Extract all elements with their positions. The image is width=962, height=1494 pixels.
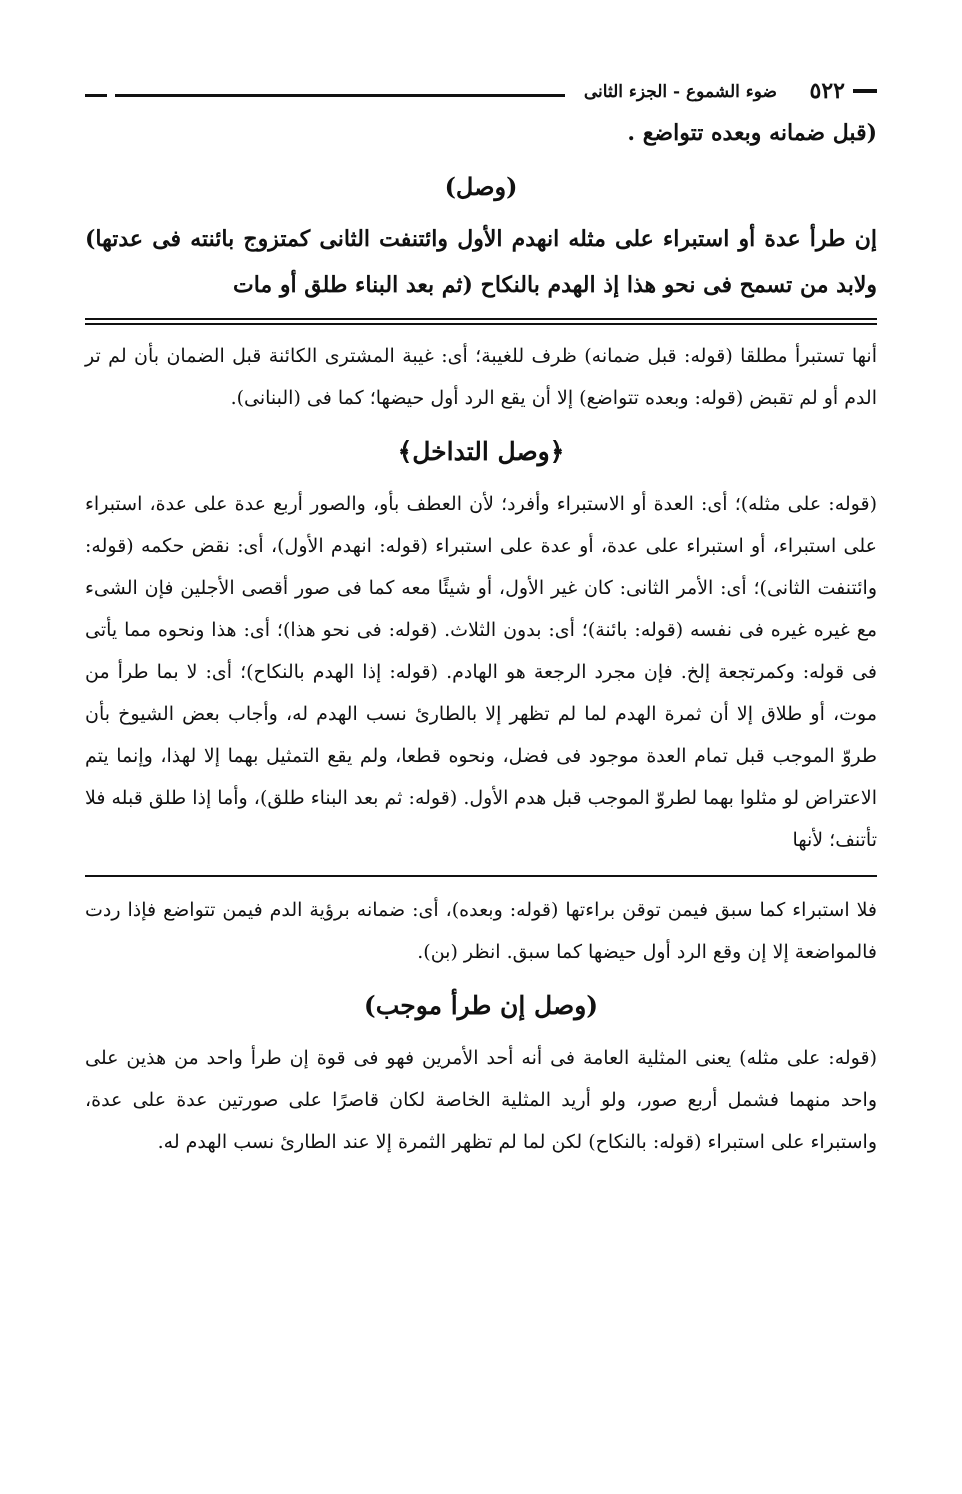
commentary-paragraph: أنها تستبرأ مطلقا (قوله: قبل ضمانه) ظرف للغيبة؛ أى: غيبة المشترى الكائنة قبل الضمان بأن لم تر الدم أو لم تقبض (قوله: وبعده تتواضع) إلا أن يقع الرد أول حيضها؛ كما فى (البنانى). — [85, 345, 877, 409]
book-page — [85, 70, 877, 1163]
footnote-paragraph: فلا استبراء كما سبق فيمن توقن براءتها (قوله: وبعده)، أى: ضمانه برؤية الدم فيمن تتواضع فإذا ردت فالمواضعة إلا إن وقع الرد أول حيضها كما سبق. انظر (بن). — [85, 899, 877, 963]
commentary — [85, 335, 877, 861]
running-header — [85, 70, 877, 110]
header-rule-tail — [85, 94, 107, 97]
running-title: ضوء الشموع - الجزء الثانى — [583, 82, 777, 102]
main-text-separator — [85, 318, 877, 325]
main-text — [85, 110, 877, 308]
main-section-title: (وصل) — [444, 172, 518, 201]
footnote-area — [85, 889, 877, 1163]
main-text-opening: (قبل ضمانه وبعده تتواضع . — [627, 120, 877, 146]
main-text-paragraph: إن طرأ عدة أو استبراء على مثله انهدم الأول وائتنفت الثانى كمتزوج بائنته فى عدتها) ولابد من تسمح فى نحو هذا إذ الهدم بالنكاح (ثم بعد البناء طلق أو مات — [85, 226, 877, 298]
page-number: ٥٢٢ — [809, 78, 845, 104]
footnote-separator — [85, 875, 877, 877]
header-dash — [853, 89, 877, 93]
footnote-paragraph: (قوله: على مثله) يعنى المثلية العامة فى أنه أحد الأمرين فهو فى قوة إن طرأ واحد من هذين على واحد منهما فشمل أربع صور، ولو أريد المثلية الخاصة لكان قاصرًا على صورتين عدة على عدة، واستبراء على استبراء (قوله: بالنكاح) لكن لما لم تظهر الثمرة إلا عند الطارئ نسب الهدم له. — [85, 1047, 877, 1153]
header-rule — [115, 94, 565, 97]
commentary-paragraph: (قوله: على مثله)؛ أى: العدة أو الاستبراء وأفرد؛ لأن العطف بأو، والصور أربع عدة على عدة، استبراء على استبراء، أو استبراء على عدة، أو عدة على استبراء (قوله: انهدم الأول)، أى: نقض حكمه (قوله: وائتنفت الثانى)؛ أى: الأمر الثانى: كان غير الأول، أو شيئًا معه كما فى صور أقصى الأجلين فإن الشىء مع غيره غيره فى نفسه (قوله: بائنة)؛ أى: بدون الثلاث. (قوله: فى نحو هذا)؛ أى: هذا ونحوه مما يأتى فى قوله: وكمرتجعة إلخ. فإن مجرد الرجعة هو الهادم. (قوله: إذا الهدم بالنكاح)؛ أى: لا بما طرأ من موت، أو طلاق إلا أن ثمرة الهدم لما لم تظهر إلا بالطارئ نسب الهدم له، وأجاب بعض الشيوخ بأن طروّ الموجب قبل تمام العدة موجود فى فضل، ونحوه قطعا، ولم يقع التمثيل بهما إلا لهذا، وإنما يتم الاعتراض لو مثلوا بهما لطروّ الموجب قبل هدم الأول. (قوله: ثم بعد البناء طلق)، وأما إذا طلق قبله فلا تأتنف؛ لأنها — [85, 493, 877, 851]
commentary-section-title: ﴿وصل التداخل﴾ — [397, 437, 565, 466]
footnote-section-title: (وصل إن طرأ موجب) — [363, 991, 599, 1020]
